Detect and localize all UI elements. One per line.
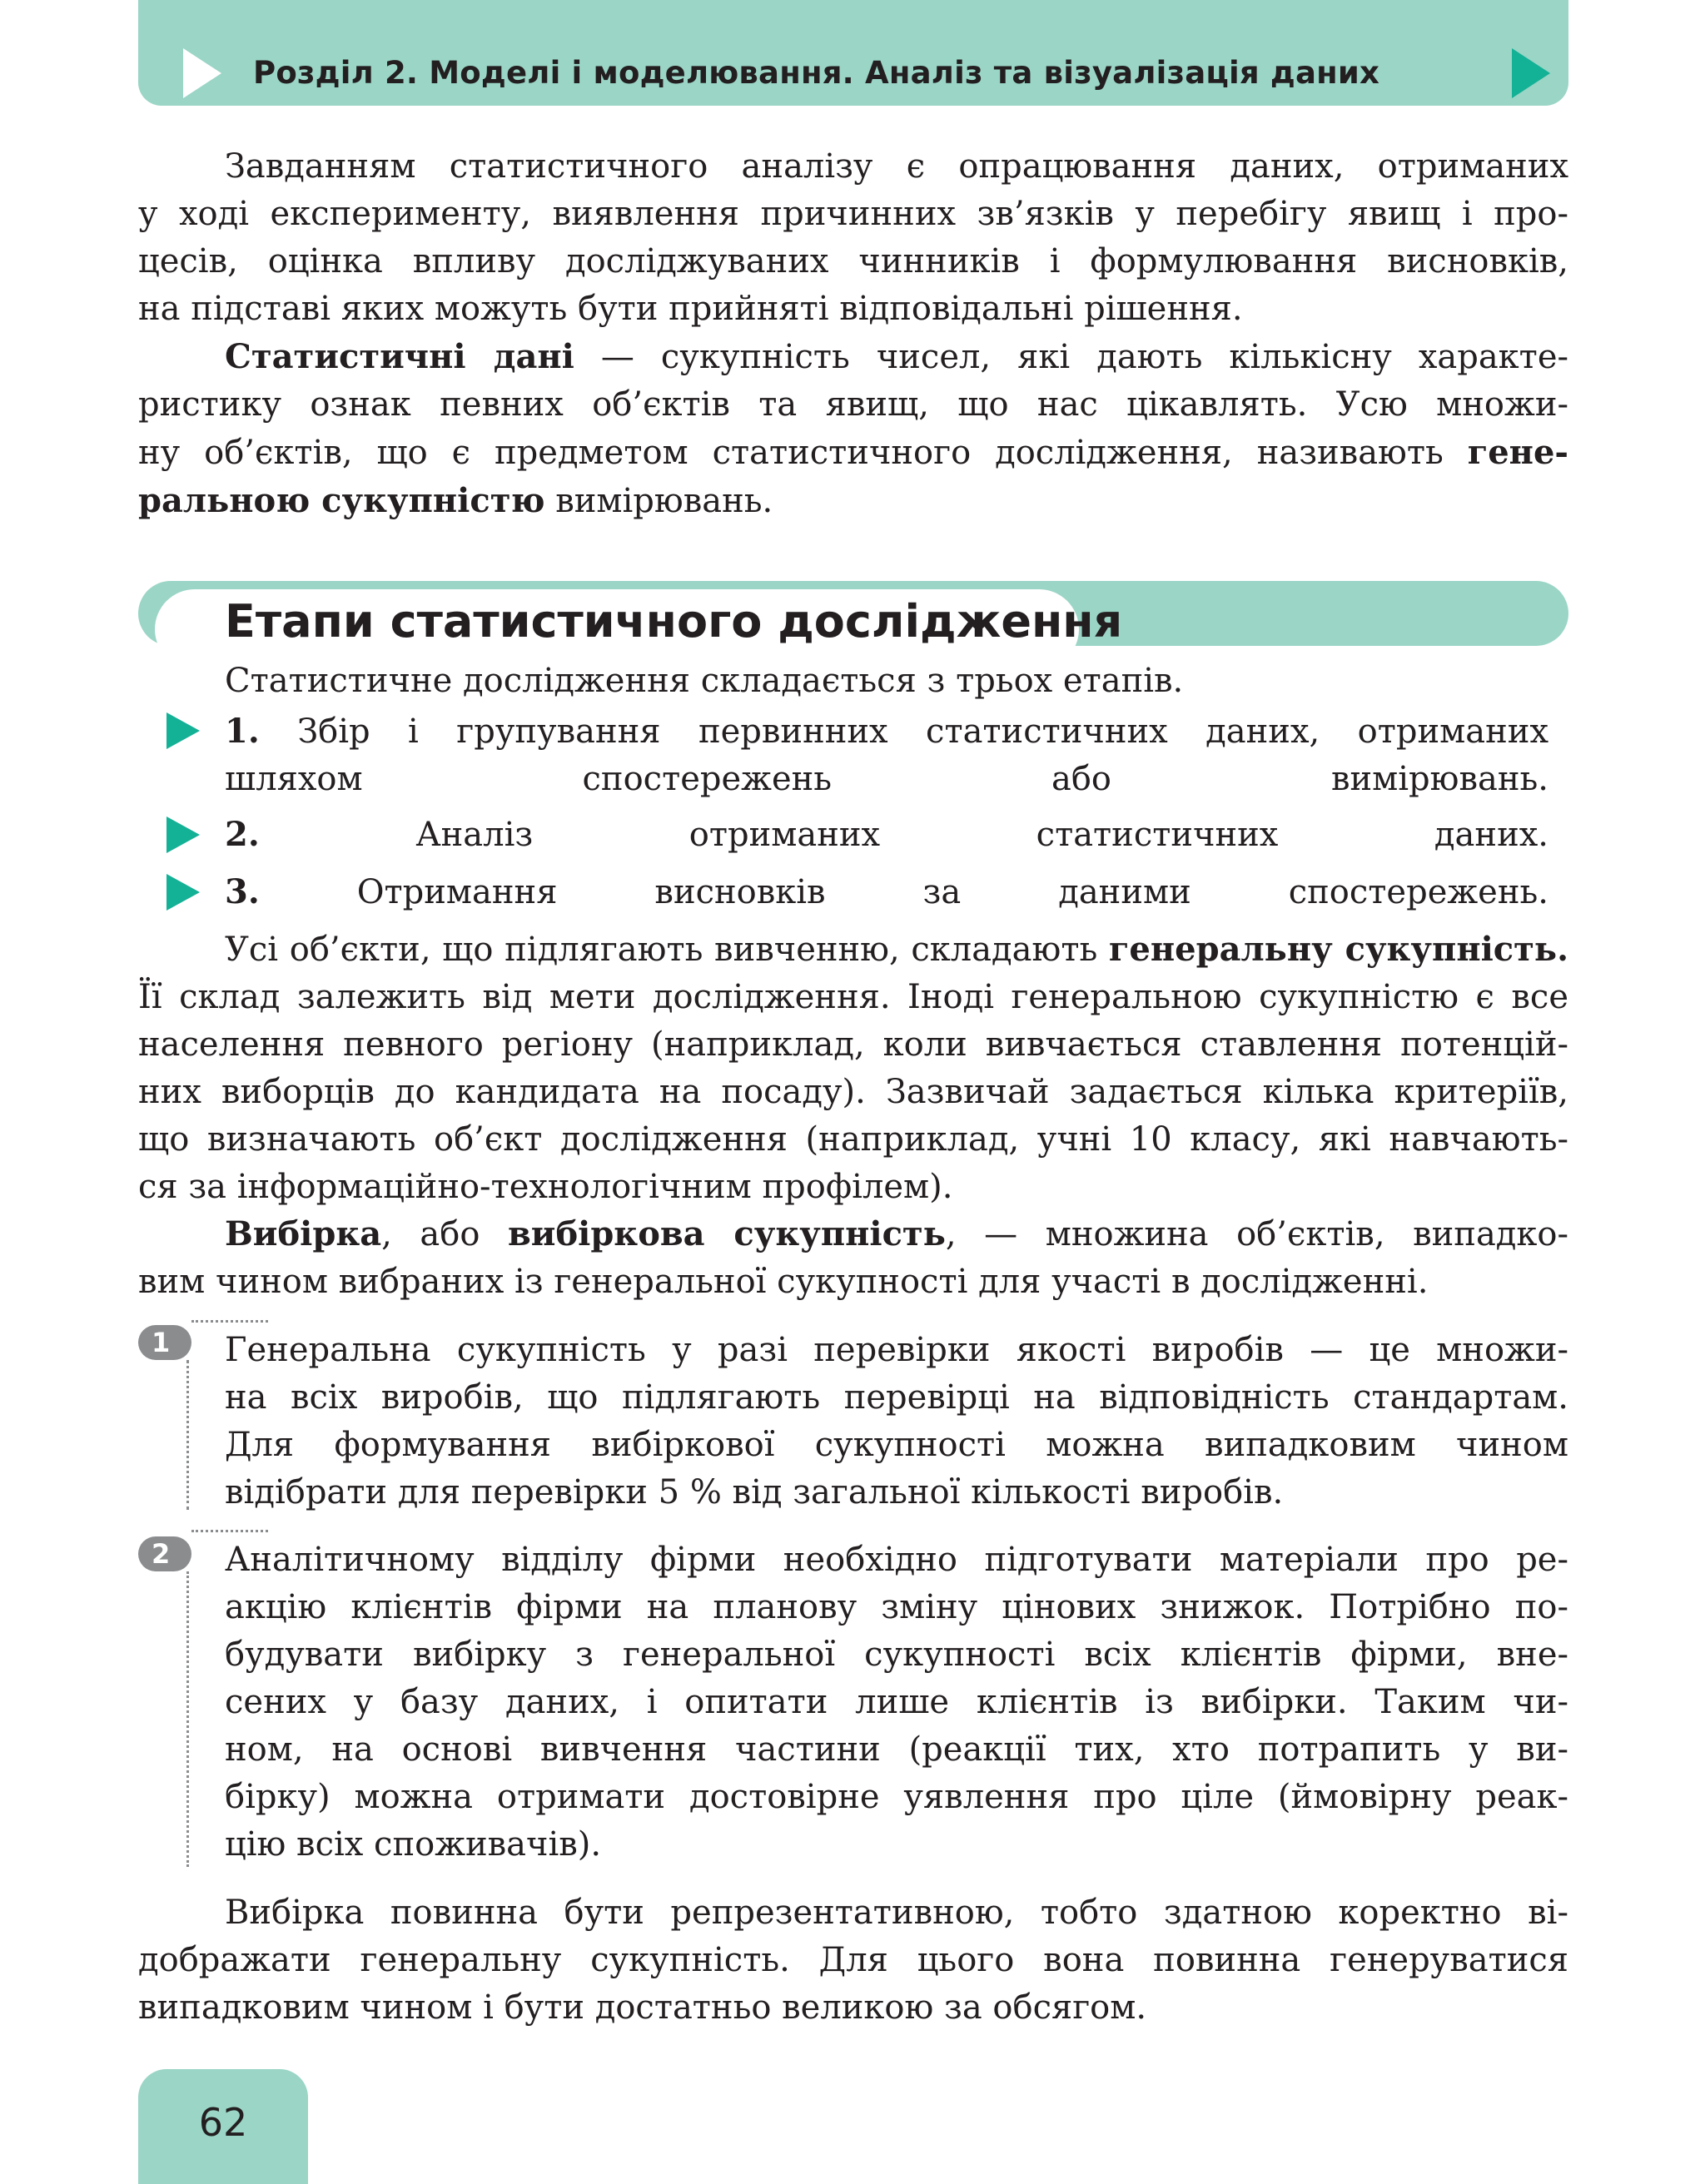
example-2-text [225,1536,1568,1869]
text-line: шляхом спостережень або вимірювань. [225,760,1548,798]
term-general-population: генеральну сукупність. [1108,930,1569,969]
step-2 [225,811,1548,859]
section-lead [225,658,1568,705]
intro-paragraph-2 [138,333,1568,525]
term-sample: Вибірка [225,1214,382,1253]
text-line: Усі об’єкти, що підлягають вивченню, складають генеральну сукупність. [225,930,1569,969]
step-1-arrow-icon [167,712,200,749]
text-line: ну об’єктів, що є предметом статистичного дослідження, називають гене- [138,433,1568,472]
text-line: дображати генеральну сукупність. Для цього вона повинна генеруватися [138,1941,1568,1979]
text-line: ся за інформаційно-технологічним профілем). [138,1168,953,1206]
text-line: 3. Отримання висновків за даними спостережень. [225,872,1548,911]
example-1-badge: 1 [138,1325,191,1360]
text-line: цію всіх споживачів). [225,1825,602,1864]
text-line: відібрати для перевірки 5 % від загальної кількості виробів. [225,1473,1284,1511]
text-line: ном, на основі вивчення частини (реакції тих, хто потрапить у ви- [225,1730,1568,1769]
step-1 [225,707,1548,803]
example-1-top-rule [191,1320,268,1323]
term-statistical-data: Статистичні дані [225,337,574,376]
text-line: Генеральна сукупність у разі перевірки якості виробів — це множи- [225,1331,1568,1369]
population-paragraph [138,926,1568,1211]
header-arrow-left-icon [183,48,221,98]
text-line: ристику ознак певних об’єктів та явищ, що нас цікавлять. Усю множи- [138,385,1568,424]
term-sample-population: вибіркова сукупність [508,1214,946,1253]
text-line: на всіх виробів, що підлягають перевірці на відповідність стандартам. [225,1378,1568,1417]
example-1-text [225,1327,1568,1516]
text-line: Статистичні дані — сукупність чисел, які дають кількісну характе- [225,337,1569,376]
text-line: 1. Збір і групування первинних статистичних даних, отриманих [225,712,1548,751]
text-line: Для формування вибіркової сукупності можна випадковим чином [225,1426,1568,1464]
text-line: акцію клієнтів фірми на планову зміну цінових знижок. Потрібно по- [225,1588,1568,1626]
text-line: ральною сукупністю вимірювань. [138,481,773,520]
text-line: Вибірка повинна бути репрезентативною, тобто здатною коректно ві- [225,1894,1568,1932]
text-line: у ході експерименту, виявлення причинних зв’язків у перебігу явищ і про- [138,195,1568,233]
text-line: будувати вибірку з генеральної сукупності всіх клієнтів фірми, вне- [225,1636,1568,1674]
chapter-title: Розділ 2. Моделі і моделювання. Аналіз та візуалізація даних [253,55,1380,91]
text-line: 2. Аналіз отриманих статистичних даних. [225,815,1548,854]
text-line: Аналітичному відділу фірми необхідно підготувати матеріали про ре- [225,1541,1568,1579]
text-line: випадковим чином і бути достатньо великою за обсягом. [138,1988,1147,2027]
step-3-arrow-icon [167,874,200,911]
example-1-side-rule [186,1360,189,1510]
section-title: Етапи статистичного дослідження [225,595,1123,648]
text-line: Її склад залежить від мети дослідження. Іноді генеральною сукупністю є все [138,978,1568,1016]
example-2-top-rule [191,1530,268,1532]
text-line: населення певного регіону (наприклад, коли вивчається ставлення потенцій- [138,1025,1568,1064]
text-line: сених у базу даних, і опитати лише клієнтів із вибірки. Таким чи- [225,1683,1568,1721]
sample-paragraph [138,1210,1568,1306]
text-line: бірку) можна отримати достовірне уявлення про ціле (ймовірну реак- [225,1778,1568,1816]
closing-paragraph [138,1889,1568,2032]
header-arrow-right-icon [1512,48,1550,98]
text-line: Вибірка, або вибіркова сукупність, — множина об’єктів, випадко- [225,1214,1569,1253]
page-number: 62 [198,2100,248,2145]
text-line: що визначають об’єкт дослідження (наприклад, учні 10 класу, які навчають- [138,1120,1568,1159]
step-3 [225,868,1548,916]
text-line: на підставі яких можуть бути прийняті відповідальні рішення. [138,290,1243,328]
text-line: цесів, оцінка впливу досліджуваних чинників і формулювання висновків, [138,242,1568,280]
example-2-side-rule [186,1571,189,1867]
intro-paragraph-1 [138,143,1568,333]
text-line: Статистичне дослідження складається з трьох етапів. [225,662,1184,700]
example-2-badge: 2 [138,1536,191,1571]
text-line: вим чином вибраних із генеральної сукупності для участі в дослідженні. [138,1263,1429,1301]
term-general-population-part2: ральною сукупністю [138,481,545,520]
step-2-arrow-icon [167,817,200,853]
term-general-population-part1: гене- [1467,433,1568,472]
text-line: них виборців до кандидата на посаду). Зазвичай задається кілька критеріїв, [138,1073,1568,1111]
text-line: Завданням статистичного аналізу є опрацювання даних, отриманих [225,147,1568,186]
